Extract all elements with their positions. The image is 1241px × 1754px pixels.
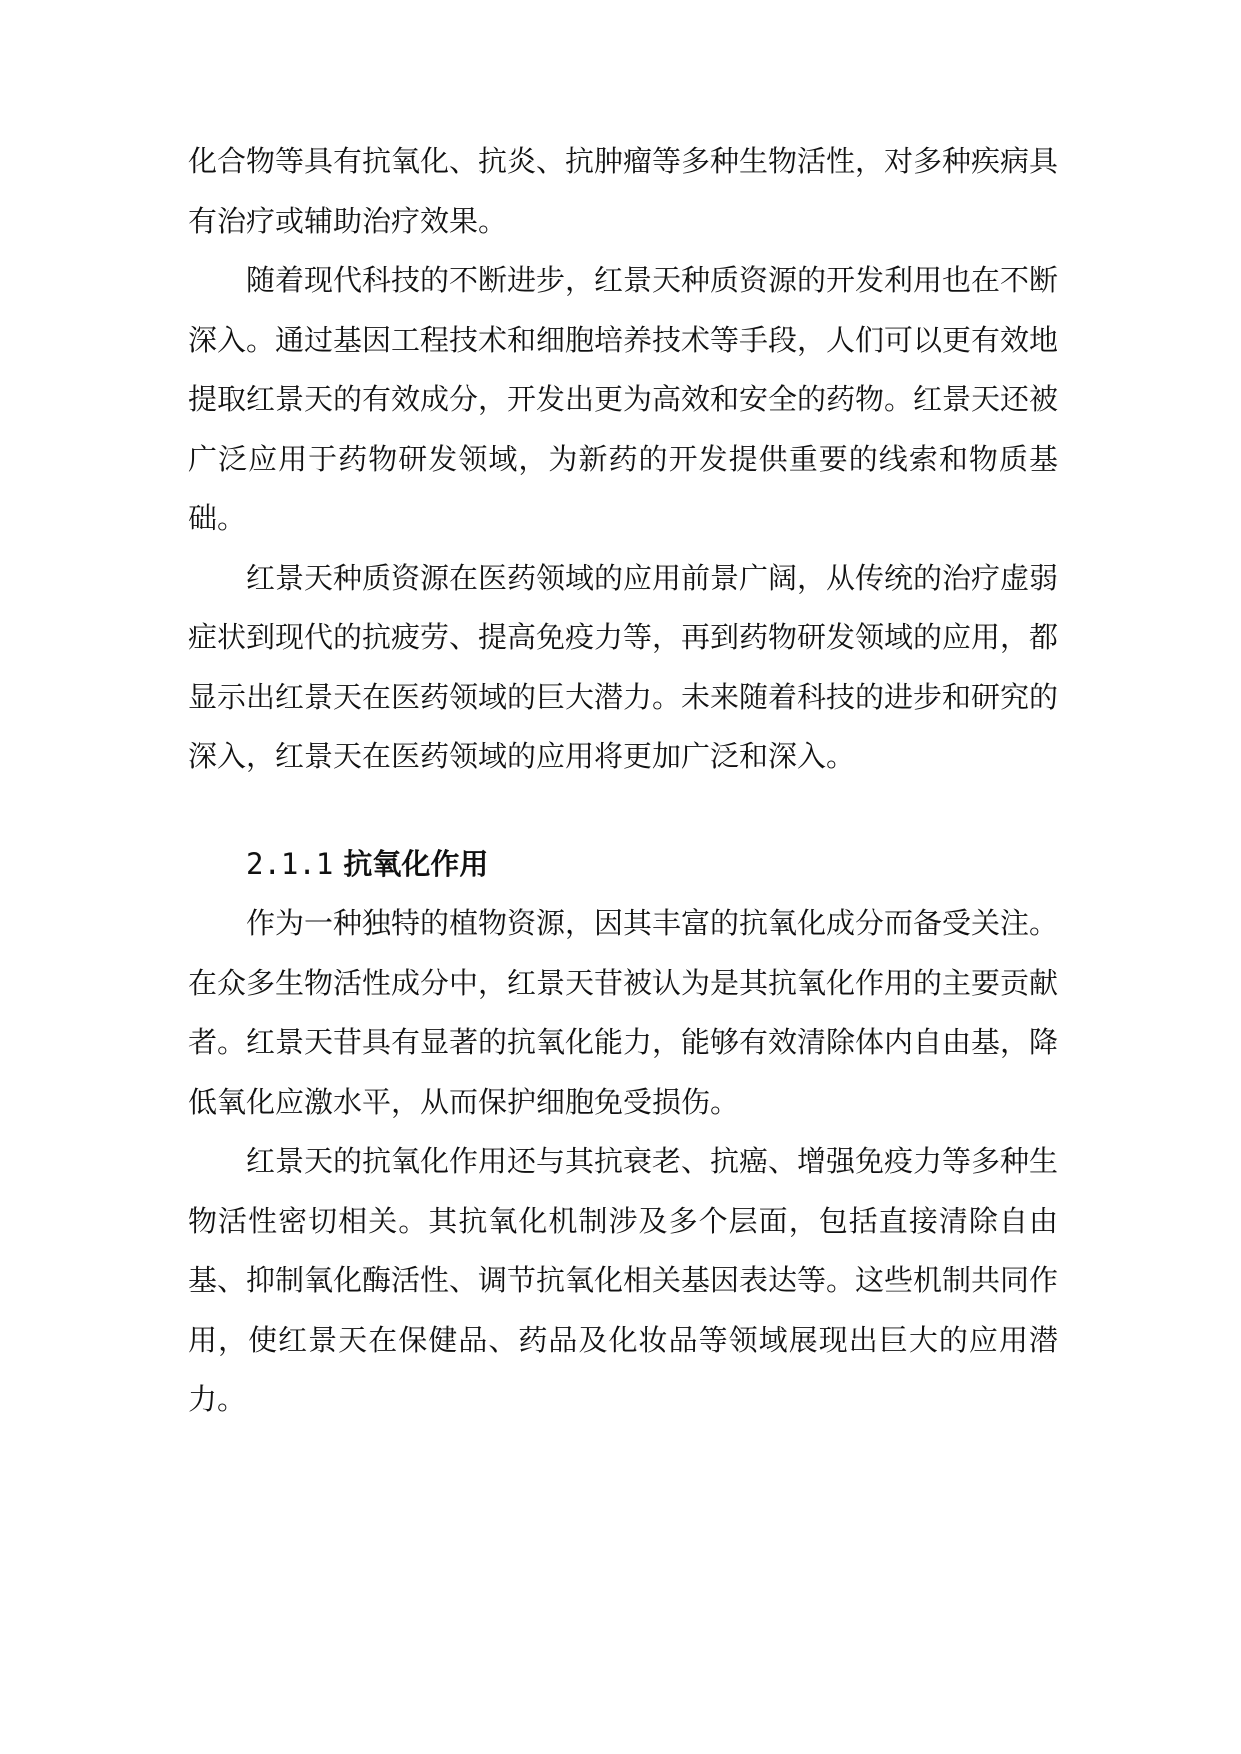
paragraph-3: 红景天种质资源在医药领域的应用前景广阔，从传统的治疗虚弱症状到现代的抗疲劳、提高免疫力等，再到药物研发领域的应用，都显示出红景天在医药领域的巨大潜力。未来随着科技的进步和研究的深入，红景天在医药领域的应用将更加广泛和深入。	[188, 560, 1059, 773]
paragraph-1: 化合物等具有抗氧化、抗炎、抗肿瘤等多种生物活性，对多种疾病具有治疗或辅助治疗效果。	[188, 144, 1059, 238]
section-title: 抗氧化作用	[343, 846, 489, 881]
paragraph-4: 作为一种独特的植物资源，因其丰富的抗氧化成分而备受关注。在众多生物活性成分中，红景天苷被认为是其抗氧化作用的主要贡献者。红景天苷具有显著的抗氧化能力，能够有效清除体内自由基，降低氧化应激水平，从而保护细胞免受损伤。	[188, 906, 1059, 1119]
section-number: 2.1.1	[246, 846, 334, 881]
document-page	[188, 132, 1058, 1430]
paragraph-5: 红景天的抗氧化作用还与其抗衰老、抗癌、增强免疫力等多种生物活性密切相关。其抗氧化机制涉及多个层面，包括直接清除自由基、抑制氧化酶活性、调节抗氧化相关基因表达等。这些机制共同作用，使红景天在保健品、药品及化妆品等领域展现出巨大的应用潜力。	[188, 1144, 1059, 1416]
section-heading	[188, 835, 1058, 895]
paragraph-2: 随着现代科技的不断进步，红景天种质资源的开发利用也在不断深入。通过基因工程技术和细胞培养技术等手段，人们可以更有效地提取红景天的有效成分，开发出更为高效和安全的药物。红景天还被广泛应用于药物研发领域，为新药的开发提供重要的线索和物质基础。	[188, 263, 1059, 535]
